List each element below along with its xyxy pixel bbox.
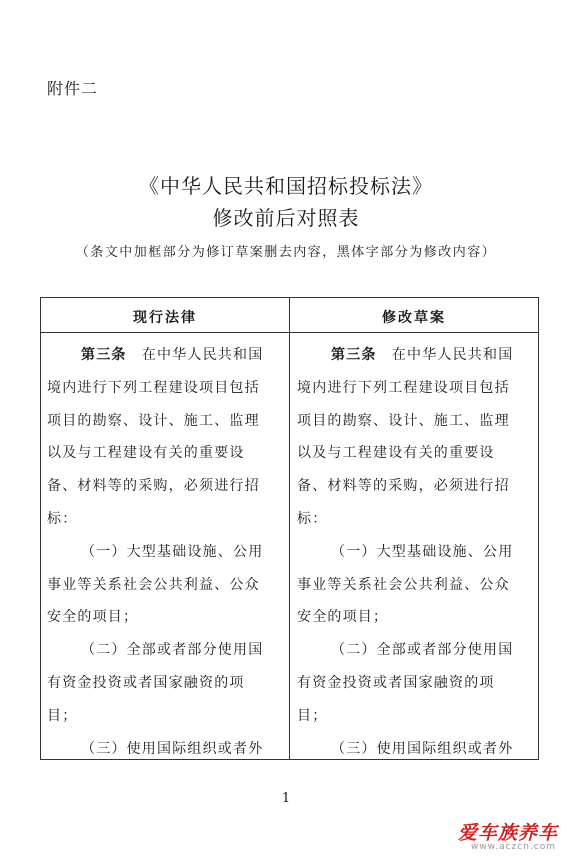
article-line: 目； xyxy=(47,707,78,724)
document-subtitle: 修改前后对照表 xyxy=(212,206,360,230)
draft-amendment-column xyxy=(297,339,535,765)
article-line: 境内进行下列工程建设项目包括 xyxy=(297,379,510,396)
article-line: 备、材料等的采购，必须进行招 xyxy=(47,478,260,495)
current-law-column xyxy=(47,339,285,765)
header-draft-amendment: 修改草案 xyxy=(382,310,446,326)
article-line: （一）大型基础设施、公用 xyxy=(81,543,264,560)
attachment-label: 附件二 xyxy=(47,79,99,98)
article-line: 标： xyxy=(47,510,78,527)
article-line: 备、材料等的采购，必须进行招 xyxy=(297,478,510,495)
article-line: 第三条 在中华人民共和国 xyxy=(81,347,264,363)
article-line: 以及与工程建设有关的重要设 xyxy=(297,445,495,462)
article-line: 境内进行下列工程建设项目包括 xyxy=(47,379,260,396)
article-line: 第三条 在中华人民共和国 xyxy=(331,347,514,363)
page-number: 1 xyxy=(281,791,291,806)
article-line: 有资金投资或者国家融资的项 xyxy=(47,674,245,691)
column-divider xyxy=(289,298,290,759)
article-label: 第三条 xyxy=(81,347,127,363)
article-line: 事业等关系社会公共利益、公众 xyxy=(297,576,510,593)
article-line: （三）使用国际组织或者外 xyxy=(331,740,514,757)
article-line: 安全的项目； xyxy=(297,609,389,626)
article-line: （二）全部或者部分使用国 xyxy=(331,642,514,659)
watermark-brand: 爱车族养车 xyxy=(457,822,558,844)
comparison-table xyxy=(40,297,539,760)
header-divider xyxy=(41,332,538,333)
article-line: （二）全部或者部分使用国 xyxy=(81,642,264,659)
header-current-law: 现行法律 xyxy=(133,310,197,326)
article-line: （三）使用国际组织或者外 xyxy=(81,740,264,757)
article-line: 目； xyxy=(297,707,328,724)
article-line: 安全的项目； xyxy=(47,609,139,626)
article-line: 标： xyxy=(297,510,328,527)
revision-note: （条文中加框部分为修订草案删去内容，黑体字部分为修改内容） xyxy=(75,245,497,260)
article-line: 项目的勘察、设计、施工、监理 xyxy=(47,412,260,429)
article-line: 有资金投资或者国家融资的项 xyxy=(297,674,495,691)
watermark-url: www.aczcn.com xyxy=(470,842,556,852)
document-title: 《中华人民共和国招标投标法》 xyxy=(139,174,433,198)
article-line: 项目的勘察、设计、施工、监理 xyxy=(297,412,510,429)
article-line: （一）大型基础设施、公用 xyxy=(331,543,514,560)
article-line: 以及与工程建设有关的重要设 xyxy=(47,445,245,462)
article-label: 第三条 xyxy=(331,347,377,363)
article-line: 事业等关系社会公共利益、公众 xyxy=(47,576,260,593)
